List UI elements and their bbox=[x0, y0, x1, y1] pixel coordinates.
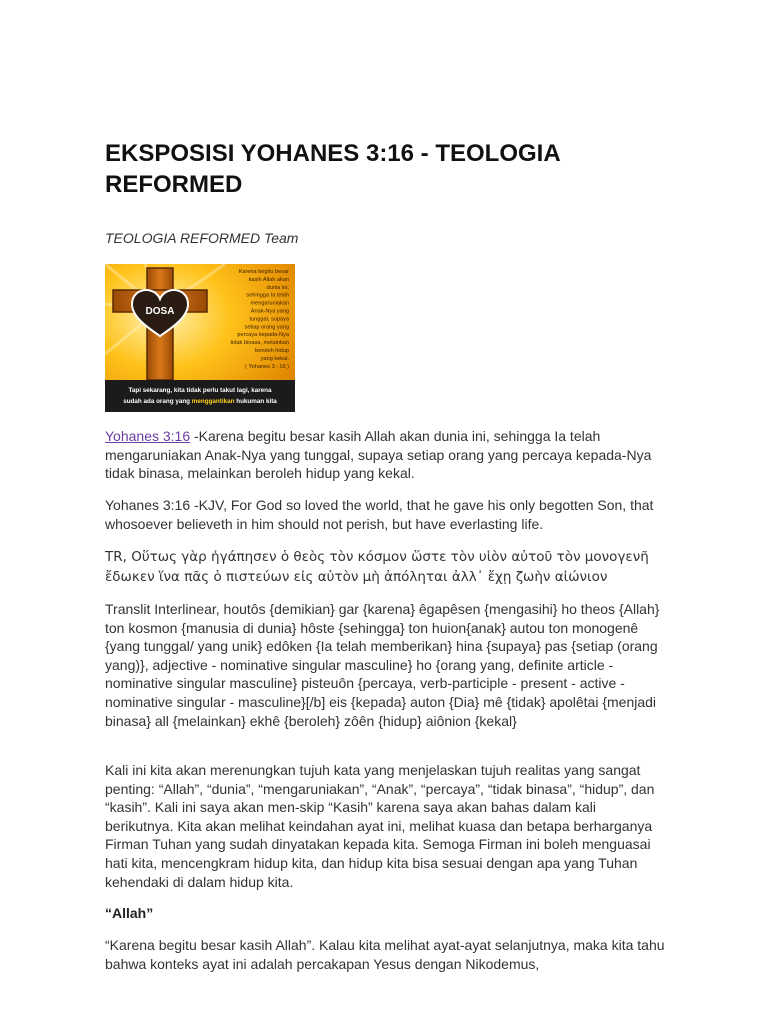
banner-highlight: menggantikan bbox=[191, 398, 235, 405]
section-heading-allah: “Allah” bbox=[105, 905, 154, 921]
side-verse-line: tidak binasa, melainkan bbox=[230, 340, 289, 347]
side-verse-line: Anak-Nya yang bbox=[250, 308, 289, 315]
side-verse-line: mengaruniakan bbox=[250, 300, 289, 307]
side-verse-line: beroleh hidup bbox=[255, 348, 289, 354]
side-verse-line: percaya kepada-Nya bbox=[237, 332, 289, 339]
side-verse-line: tunggal, supaya bbox=[249, 316, 289, 323]
banner-line-2: sudah ada orang yang menggantikan hukuman kita bbox=[123, 398, 277, 405]
paragraph-verse-greek: TR, Οὕτως γὰρ ἠγάπησεν ὁ θεὸς τὸν κόσμον ὥστε τὸν υἱὸν αὐτοῦ τὸν μονογενῆ ἔδωκεν ἵνα πᾶς ὁ πιστεύων εἰς αὐτὸν μὴ ἀπόληται ἀλλ᾽ ἔχῃ ζωὴν αἰώνιον bbox=[105, 549, 649, 585]
paragraph-allah: “Karena begitu besar kasih Allah”. Kalau kita melihat ayat-ayat selanjutnya, maka kita tahu bahwa konteks ayat ini adalah percakapan Yesus dengan Nikodemus, bbox=[105, 937, 665, 972]
paragraph-verse-kjv: Yohanes 3:16 -KJV, For God so loved the world, that he gave his only begotten Son, that whosoever believeth in him should not perish, but have everlasting life. bbox=[105, 497, 654, 532]
side-verse-line: sehingga Ia telah bbox=[246, 292, 289, 299]
side-verse-line: ( Yohanes 3 : 16 ) bbox=[245, 363, 289, 370]
banner-line-1: Tapi sekarang, kita tidak perlu takut lagi, karena bbox=[128, 387, 272, 394]
cross-illustration bbox=[105, 264, 295, 412]
heart-label: DOSA bbox=[145, 306, 175, 317]
paragraph-verse-indonesian: Yohanes 3:16 -Karena begitu besar kasih Allah akan dunia ini, sehingga Ia telah mengaruniakan Anak-Nya yang tunggal, supaya setiap orang yang percaya kepada-Nya tidak binasa, melainkan beroleh hidup yang kekal. bbox=[105, 428, 652, 482]
side-verse-line: setiap orang yang bbox=[244, 324, 289, 331]
side-verse-line: yang kekal. bbox=[260, 355, 289, 362]
paragraph-transliteration: Translit Interlinear, houtôs {demikian} gar {karena} êgapêsen {mengasihi} ho theos {Allah} ton kosmon {manusia di dunia} hôste {sehingga} ton huion{anak} autou ton monogenê {yang tunggal/ yang unik} edôken {Ia telah memberikan} hina {supaya} pas {setiap (orang yang)}, adjective - nominative singular masculine} ho {orang yang, definite article - nominative singular masculine} pisteuôn {percaya, verb-participle - present - active - nominative singular - masculine}[/b] eis {kepada} auton {Dia} mê {tidak} apolêtai {menjadi binasa} all {melainkan} ekhê {beroleh} zôên {hidup} aiônion {kekal} bbox=[105, 601, 660, 729]
side-verse-line: Karena begitu besar bbox=[238, 269, 289, 275]
side-verse-line: dunia ini, bbox=[266, 284, 289, 291]
verse-reference-link[interactable]: Yohanes 3:16 bbox=[105, 428, 191, 444]
bottom-banner bbox=[105, 380, 295, 412]
document-title: EKSPOSISI YOHANES 3:16 - TEOLOGIA REFORMED bbox=[105, 140, 560, 198]
side-verse-line: kasih Allah akan bbox=[248, 276, 289, 283]
author-line: TEOLOGIA REFORMED Team bbox=[105, 230, 299, 246]
paragraph-introduction: Kali ini kita akan merenungkan tujuh kata yang menjelaskan tujuh realitas yang sangat penting: “Allah”, “dunia”, “mengaruniakan”, “Anak”, “percaya”, “tidak binasa”, “hidup”, dan “kasih”. Kali ini saya akan men-skip “Kasih” karena saya akan bahas dalam kali berikutnya. Kita akan melihat keindahan ayat ini, melihat kuasa dan betapa berharganya Firman Tuhan yang sudah dinyatakan kepada kita. Semoga Firman ini boleh menguasai hati kita, mencengkram hidup kita, dan hidup kita bisa sesuai dengan apa yang Tuhan kehendaki di dalam hidup kita. bbox=[105, 762, 655, 890]
